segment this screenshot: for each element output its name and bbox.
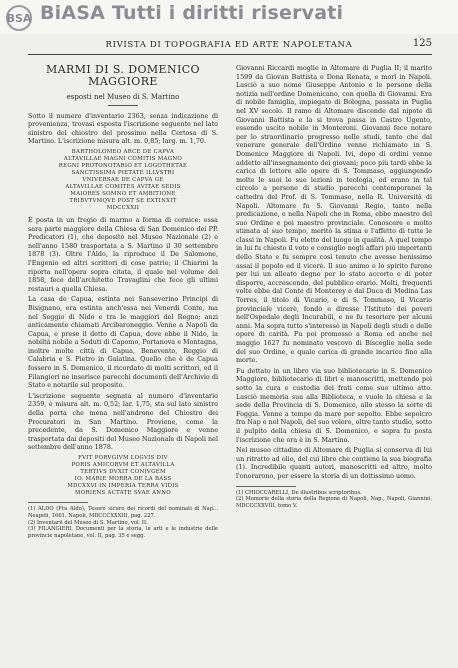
paragraph: L'iscrizione seguente segnata al numero d'inventario 2359, è misura alt. m. 0,52; lar. 1,75, sta sul lato sinistro della porta che mena nell'androne del Chiostro dei Procuratori in San Martino. Proviene, come la precedente, da S. Domenico Maggiore e venne trasportata dai depositi del Museo Nazionale di Napoli nel settembre dell'anno 1878. [28, 391, 218, 452]
inscription-line: TERTIVS DVXIT CONIVGEM [80, 469, 166, 475]
inscription-block [28, 455, 218, 497]
paragraph: Giovanni Riccardi moglie in Altomare di Puglia II; il marito 1599 da Giovan Battista e Dona Renata, e morì in Napoli. Lasciò a suo nome Giuseppe Antonio e le persone della notizia nell'ordine Domenicano, con quella di Giovanni. Era di nobile famiglia, impiegato di Bologna, passata in Puglia nel XV secolo. Il ramo di Altomare discende dal nipote di Giovanni Battista e la si trova passa in Castro Ugento, essendo uscito nobile in Monteroni. Giovanni fece notare per lo straordinario progresso nelle studi, tanto che dal venerare generale dell'Ordine venne richiamato in S. Domenico Maggiore di Napoli. Ivi, dopo di ordini venne addetto all'insegnamento dei giovani; poco più tardi ebbe la carica di lettore alle opere di S. Tommaso, aggiungendo molte le suoi le sue lezioni in teologia, ed erano in tal circolo a persone di studio parecchi contemporanei la cattedra del Prof. di S. Tommaso, nella R. Università di Napoli. Altomare fu S. Giovanni Regio, tanto nella predicazione, e nella Napoli che in Roma, ebbe maestro del suo Ordine e poi maestro provinciale. Conoscere e molto stimata al suo tempo, meritò la stima e l'affetto di tutte le classi in Napoli. Fu eletto del luogo in qualità. A quel tempo in lui fu chiesto il voto e consiglio negli affari più importanti dello Stato e fu sempre così tenuto che avesse benissimo assai il popolo ed il vicerè. Il suo animo e lo spirito furono per lui un alleato degno per lo stato accorto e di poter disporre, accrescendo, del pubblico erario. Molti, frequenti volte ebbe dal Conte di Monterey e dal Duca di Medina Las Torres, il titolo di Vicario, e di S. Tommaso, il Vicario provinciale vicerè, fondò e diresse l'Istituto dei poveri nell'Ospedale degli Incurabili, e ne fu tesoriere per alcuni anni. Ma sopra tutto s'interessò in Napoli degli studi e delle opere di carità. Fu poi promosso a Roma ed anche nel maggio 1627 fu nominato vescovo di Bisceglie nella sede del suo Ordine, e quale carica di grande incarico fino alla morte. [236, 64, 432, 365]
paragraph: Fu dettato in un libro via suo bibliotecario in S. Domenico Maggiore, bibliotecario di libri e manoscritti, mettendo poi sotto la cura e custodia dei frati come suo ultimo atto. Lasciò memoria sua alla Biblioteca, e vuole la chiesa e la sede della Provincia di S. Domenico, allo stesso la sorte di Foggia. Venne a tempo da mare per sepolto. Ebbe sepolcro fra Nap e nel Napoli, del suo volere, oltre tanto studio, sotto il pulpito della chiesa di S. Domenico, e sopra fu posta l'iscrizione che ora è in S. Martino. [236, 366, 432, 444]
right-column [236, 64, 432, 510]
inscription-line: PORIS AMICORVM ET ALTAVILLA [71, 462, 175, 468]
watermark-text: BiASA Tutti i diritti riservati [40, 2, 344, 24]
inscription-line: MDCXXVI IN IMPERIA TERRA VIDIS [67, 483, 179, 489]
footnote-rule [236, 486, 296, 487]
title-rule [108, 105, 138, 106]
inscription-line: TRIBVTVMQVE POST SE EXTINXIT [69, 197, 177, 204]
inscription-line: MAIORES SOMNO ET AMBITIONE [70, 190, 176, 197]
footnote-rule [28, 502, 88, 503]
paragraph: La casa de Capua, estinta nei Sanseverino Principi di Bisignano, era estinta anch'essa nei Venerdi Conte, ma nel Seggio di Nido e tra le maggiori del Regno; anzi anticamente chiamati Arcibaroneggio. Venne a Napoli da Capua, e prese il detto di Capua, dove ebbe il Nido, la nobiltà nobile a Seduti di Capomo, Portanova e Montagna, inoltre molte città di Capua, Benevento, Reggio di Calabria e S. Pietro in Galatina. Quello che è de Capua fossero in S. Domenico, il ricordato di molti scrittori, ed il Filangieri ne inserisce parecchi documenti dell'Archivio di Stato e notarile sul proposito. [28, 295, 218, 390]
watermark-banner [0, 0, 458, 34]
paragraph: Sotto il numero d'inventario 2363, senza indicazione di provenienza, trovasi esposta l'iscrizione seguente nel lato sinistro del chiostro del prossimo nella Certosa di S. Martino. L'iscrizione misura alt. m. 0,85; larg. m. 1,70. [28, 111, 218, 146]
inscription-line: MDCCXXII [106, 204, 140, 211]
footnote: (1) ALDO (Fra Aldo), Tesoro sicuro dei ricordi del nominati di Nap... Neapoli, 1661. Napoli, MDCCCXXXIII, pag. 227. [28, 506, 218, 519]
inscription-line: ALTAVILLAE COMITES AVITAE SEDIS [65, 183, 181, 190]
inscription-line: IO. MARIE MORRA DE LA BASS [74, 476, 172, 482]
article-subtitle: esposti nel Museo di S. Martino [66, 93, 180, 101]
inscription-line: BARTHOLOMEO ARCE DE CAPVA [71, 148, 175, 155]
header-rule [28, 54, 432, 55]
running-title: RIVISTA DI TOPOGRAFIA ED ARTE NAPOLETANA [105, 40, 353, 50]
paragraph: Nel museo cittadino di Altomare di Puglia si conserva di lui un ritratto ad olio, del cui libro che contiene la sua biografia (1). Incredibile quanti autori, manoscritti ed altro, molto l'onorarono, per essere la storia di un dottissimo uomo. [236, 446, 432, 480]
inscription-line: SANCTISSIMA PIETATE ILLVSTRI [71, 169, 175, 176]
inscription-block [28, 149, 218, 212]
library-logo-icon: BSA [6, 5, 32, 31]
left-column [28, 64, 218, 540]
footnote: (2) Inventarii del Museo di S. Martino, vol. II. [28, 519, 148, 526]
article-title: MARMI DI S. DOMENICO MAGGIORE [46, 63, 200, 88]
page-number: 125 [412, 38, 432, 49]
footnote: (2) Memorie della storia della Regione di Napoli, Nap., Napoli, Giannini, MDCCCXXVIII, tomo V. [236, 496, 432, 510]
inscription-line: FVIT PORVGIVM LOGVIS DIV [78, 455, 168, 461]
inscription-line: VNIVERSAE DE CAPVA GE [82, 176, 164, 183]
inscription-line: MORIENS ACTATE SVAE ANNO [74, 490, 172, 496]
footnote: (1) CHIOCCARELLI, De illustribus scriptoribus. [236, 489, 362, 496]
inscription-line: ALTAVILLAE MAGNI COMITIS MAGNO [63, 155, 183, 162]
paragraph: È posta in un fregio di marmo a forma di cornice: essa sara parte maggiore della Chiesa di San Domenico dei PP. Predicatori (1), che depositò nel Museo Nazionale (2) e nell'anno 1580 trasportata a S. Martino il 30 settembre 1878 (3). Oltre l'Aldo, la riproduce il De Salomone, l'Engenio ed altri scrittori di cose patrie; il Chiarini la riporta nell'opera sopra citata, il quale nel volume del 1858, fece dell'architetto Travaglini che fece gli ultimi restauri a quella Chiesa. [28, 215, 218, 293]
inscription-line: REGNI PROTONOTARIO ET LOGOTHETAE [58, 162, 188, 169]
footnote: (3) FILANGIERI, Documenti per la storia, le arti e le industrie delle provincie napoletane, vol. II, pag. 35 e segg. [28, 526, 218, 540]
